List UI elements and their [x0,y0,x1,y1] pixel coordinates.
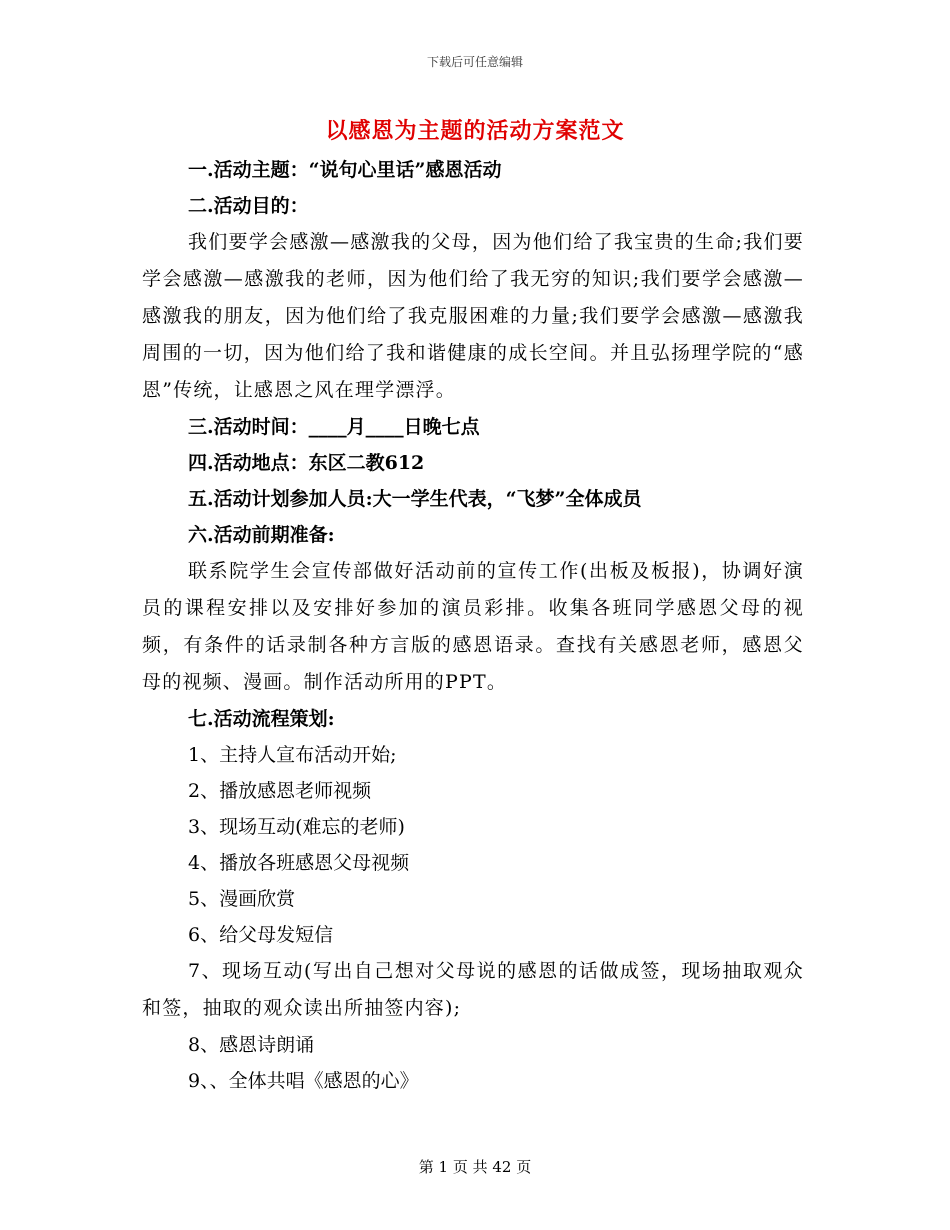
flow-item: 7、现场互动(写出自己想对父母说的感恩的话做成签，现场抽取观众和签，抽取的观众读出所抽签内容); [142,960,804,1019]
section-flow-heading: 七.活动流程策划: [188,708,335,730]
section-prep-heading: 六.活动前期准备: [188,524,335,546]
section-time: 三.活动时间：____月____日晚七点 [188,416,480,438]
section-participants: 五.活动计划参加人员:大一学生代表，“飞梦”全体成员 [188,488,642,510]
flow-item: 6、给父母发短信 [188,924,334,946]
section-prep-text: 联系院学生会宣传部做好活动前的宣传工作(出板及板报)，协调好演员的课程安排以及安排好参加的演员彩排。收集各班同学感恩父母的视频，有条件的话录制各种方言版的感恩语录。查找有关感恩老师，感恩父母的视频、漫画。制作活动所用的PPT。 [142,560,804,693]
flow-item: 8、感恩诗朗诵 [188,1034,315,1056]
flow-item: 2、播放感恩老师视频 [188,780,372,802]
flow-item: 3、现场互动(难忘的老师) [188,816,405,838]
section-theme: 一.活动主题：“说句心里话”感恩活动 [188,159,502,181]
flow-item: 4、播放各班感恩父母视频 [188,852,410,874]
section-place: 四.活动地点：东区二教612 [188,452,425,474]
page-footer: 第 1 页 共 42 页 [418,1158,532,1176]
document-title: 以感恩为主题的活动方案范文 [325,118,625,144]
section-purpose-heading: 二.活动目的： [188,195,309,217]
section-purpose-text: 我们要学会感激—感激我的父母，因为他们给了我宝贵的生命;我们要学会感激—感激我的老师，因为他们给了我无穷的知识;我们要学会感激—感激我的朋友，因为他们给了我克服困难的力量;我们要学会感激—感激我周围的一切，因为他们给了我和谐健康的成长空间。并且弘扬理学院的“感恩”传统，让感恩之风在理学漂浮。 [142,231,804,401]
flow-item: 1、主持人宣布活动开始; [188,744,397,766]
flow-item: 5、漫画欣赏 [188,888,296,910]
document-body [142,152,804,1099]
header-note: 下载后可任意编辑 [426,55,523,69]
flow-item: 9、、全体共唱《感恩的心》 [188,1070,419,1092]
